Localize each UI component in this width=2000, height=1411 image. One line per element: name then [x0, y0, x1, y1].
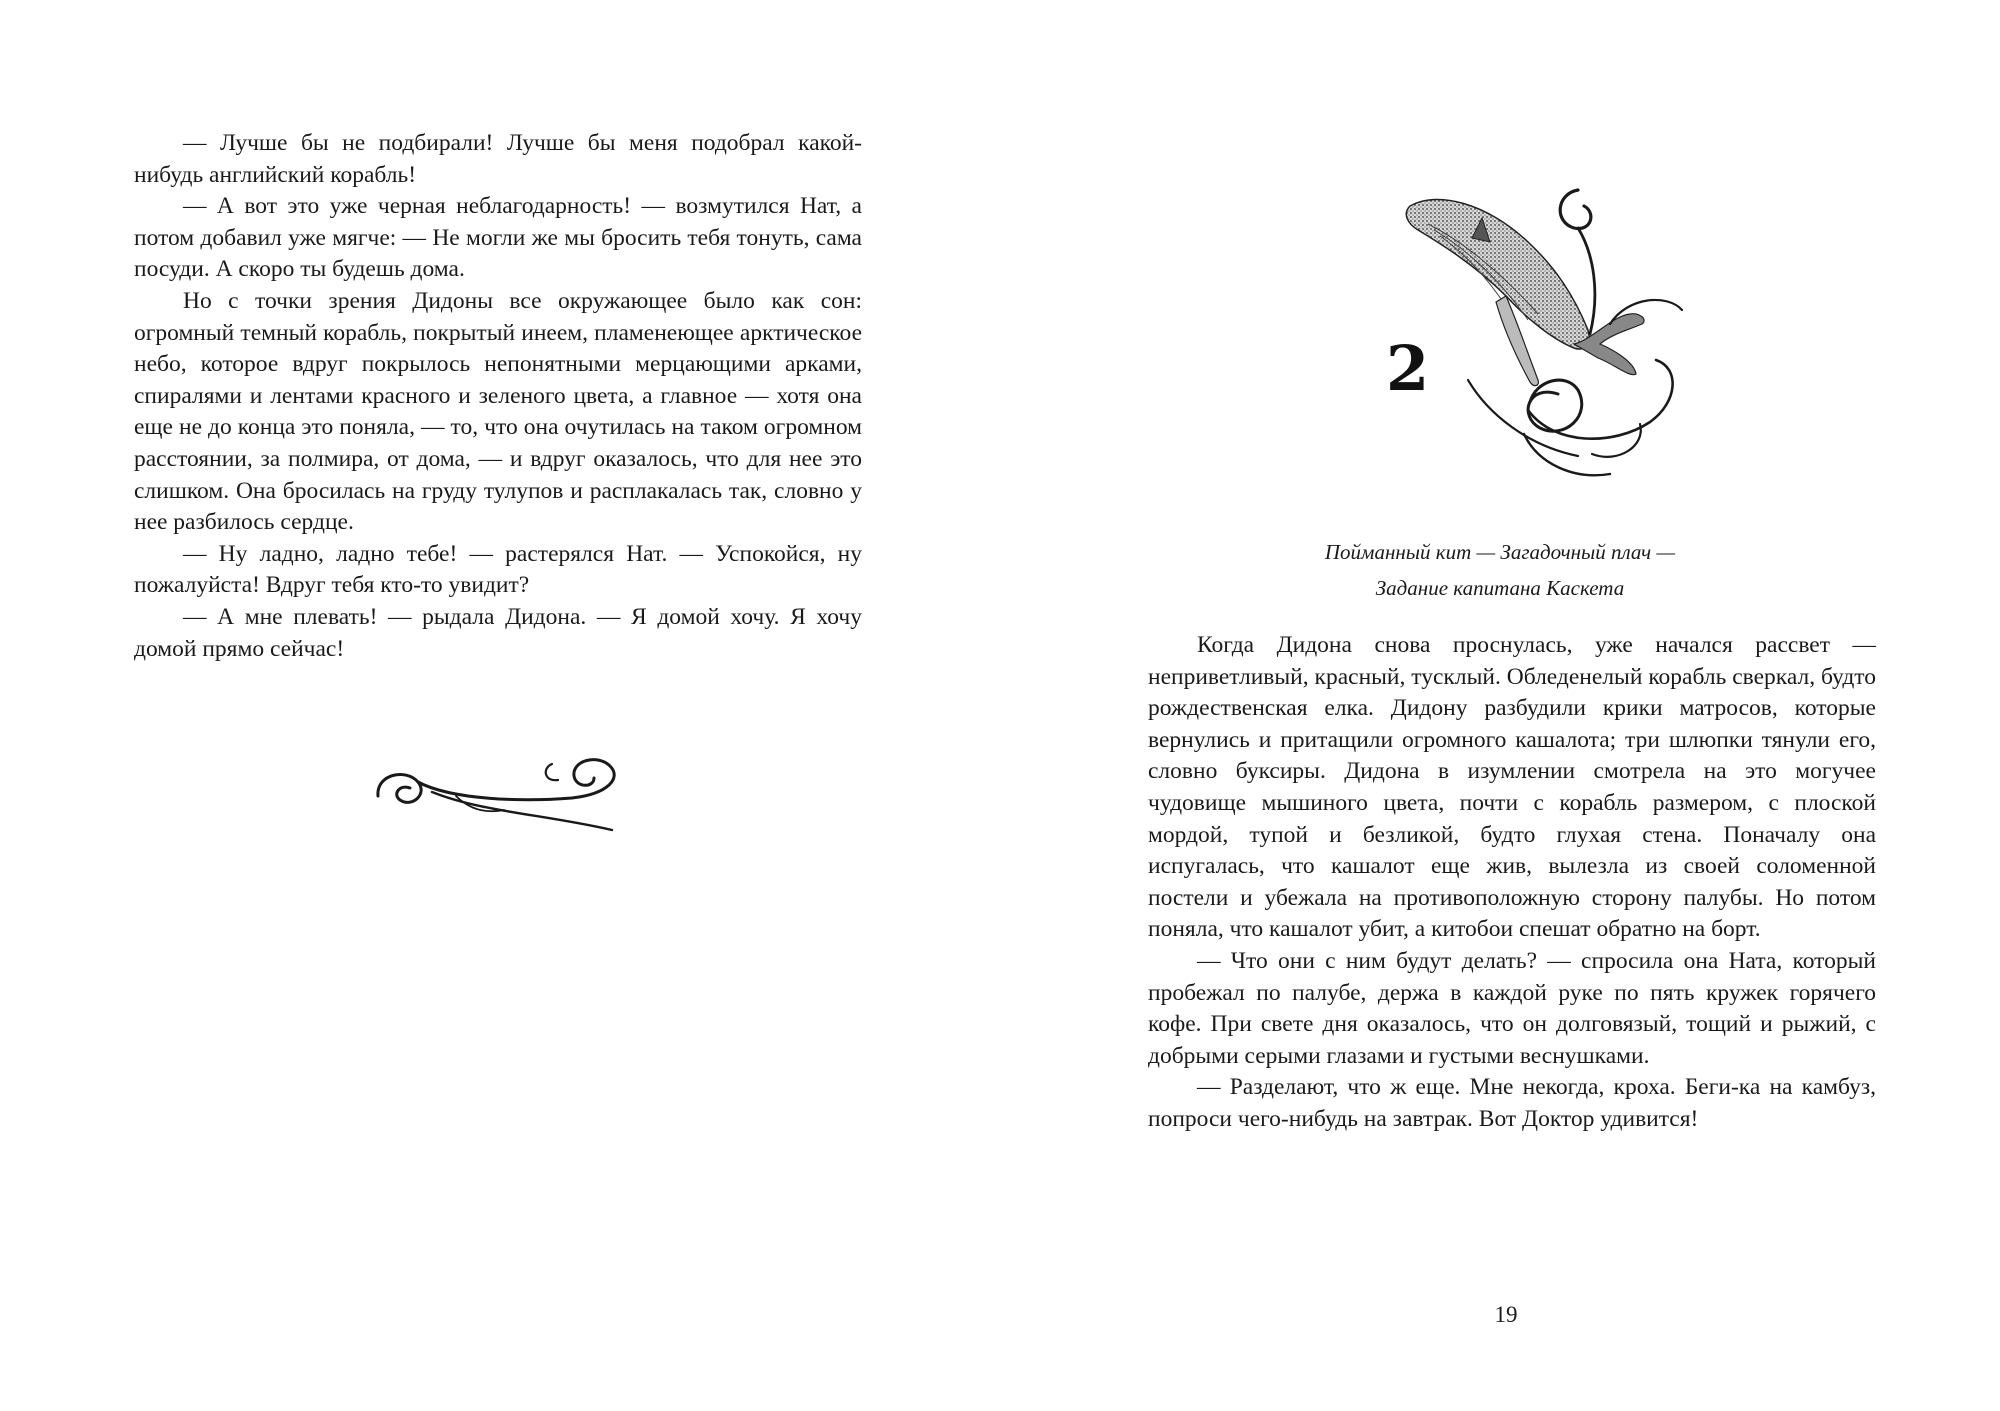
swirl: [1560, 190, 1591, 229]
paragraph: Но с точки зрения Дидоны все окружающее было как сон: огромный темный корабль, покрытый инеем, пламенеющее арктическое небо, которое вдруг покрылось непонятными мерцающими арками, спиралями и лентами красного и зеленого цвета, а главное — хотя она еще не до конца это поняла, — то, что она очутилась на таком огромном расстоянии, за полмира, от дома, — и вдруг оказалось, что для нее это слишком. Она бросилась на груду тулупов и расплакалась так, словно у нее разбилось сердце.: [134, 287, 862, 536]
left-page-text: [134, 128, 862, 665]
whale-body: [1406, 199, 1589, 349]
flourish-ornament: [372, 752, 624, 836]
chapter-subtitle: [1200, 534, 1800, 606]
right-page-text: [1148, 630, 1876, 1136]
paragraph: — Лучше бы не подбирали! Лучше бы меня подобрал какой-нибудь английский корабль!: [134, 130, 862, 188]
paragraph: Когда Дидона снова проснулась, уже начался рассвет — неприветливый, красный, тусклый. Обледенелый корабль сверкал, будто рождественская елка. Дидону разбудили крики матросов, которые вернулись и притащили огромного кашалота; три шлюпки тянули его, словно буксиры. Дидона в изумлении смотрела на это могучее чудовище мышиного цвета, почти с корабль размером, с плоской мордой, тупой и безликой, будто глухая стена. Поначалу она испугалась, что кашалот еще жив, вылезла из своей соломенной постели и убежала на противоположную сторону палубы. Но потом поняла, что кашалот убит, а китобои спешат обратно на борт.: [1148, 632, 1876, 943]
subtitle-line: Пойманный кит — Загадочный плач —: [1324, 540, 1676, 564]
paragraph: — Разделают, что ж еще. Мне некогда, кроха. Беги-ка на камбуз, попроси чего-нибудь на завтрак. Вот Доктор удивится!: [1148, 1074, 1876, 1132]
right-page: [1000, 0, 2000, 1411]
paragraph: — Что они с ним будут делать? — спросила она Ната, который пробежал по палубе, держа в каждой руке по пять кружек горячего кофе. При свете дня оказалось, что он долговязый, тощий и рыжий, с добрыми серыми глазами и густыми веснушками.: [1148, 947, 1876, 1069]
subtitle-line: Задание капитана Каскета: [1375, 576, 1625, 600]
page-number: 19: [1494, 1302, 1518, 1327]
paragraph: — Ну ладно, ладно тебе! — растерялся Нат. — Успокойся, ну пожалуйста! Вдруг тебя кто-то увидит?: [134, 540, 862, 599]
chapter-number: 2: [1386, 332, 1430, 405]
paragraph: — А вот это уже черная неблагодарность! — возмутился Нат, а потом добавил уже мягче: — Не могли же мы бросить тебя тонуть, сама посуди. А скоро ты будешь дома.: [134, 193, 862, 283]
paragraph: — А мне плевать! — рыдала Дидона. — Я домой хочу. Я хочу домой прямо сейчас!: [134, 603, 862, 662]
